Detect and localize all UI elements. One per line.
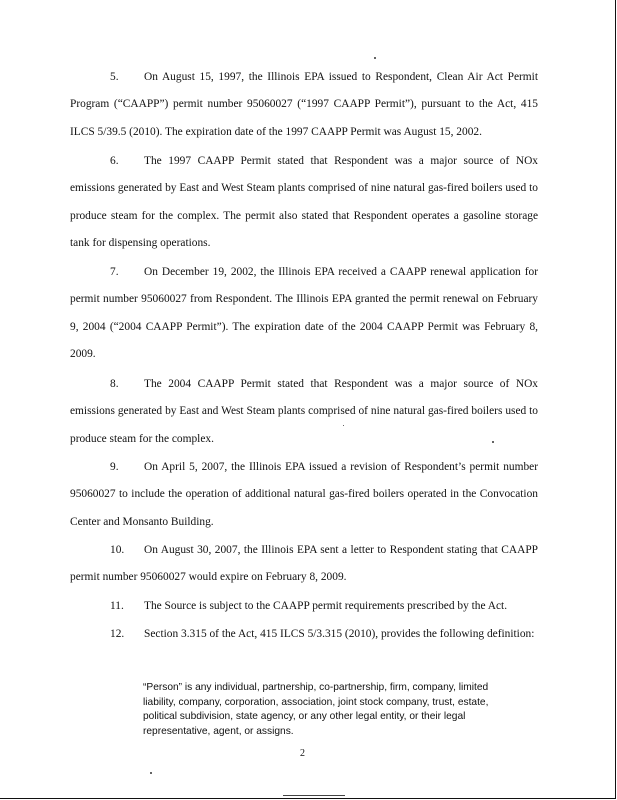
paragraph-6	[70, 148, 538, 258]
paragraph-number: 11.	[110, 600, 124, 612]
page-number: 2	[300, 748, 305, 759]
paragraph-number: 7.	[110, 266, 119, 278]
paragraph-12	[70, 621, 538, 648]
paragraph-text: On April 5, 2007, the Illinois EPA issued a revision of Respondent’s permit number 95060027 to include the operation of additional natural gas-fired boilers operated in the Convocation Center and Monsanto Building.	[70, 461, 538, 528]
scan-speck	[374, 57, 376, 59]
paragraph-number: 6.	[110, 155, 119, 167]
paragraph-number: 8.	[110, 378, 119, 390]
paragraph-7	[70, 259, 538, 369]
scan-speck	[150, 772, 152, 774]
paragraph-text: On August 15, 1997, the Illinois EPA issued to Respondent, Clean Air Act Permit Program (“CAAPP”) permit number 95060027 (“1997 CAAPP Permit”), pursuant to the Act, 415 ILCS 5/39.5 (2010). The expiration date of the 1997 CAAPP Permit was August 15, 2002.	[70, 71, 538, 138]
paragraph-number: 10.	[110, 544, 125, 556]
scan-edge-mark	[283, 795, 345, 796]
scan-speck	[343, 425, 344, 426]
paragraph-text: Section 3.315 of the Act, 415 ILCS 5/3.315 (2010), provides the following definition:	[144, 628, 535, 640]
paragraph-text: The 1997 CAAPP Permit stated that Respondent was a major source of NOx emissions generated by East and West Steam plants comprised of nine natural gas-fired boilers used to produce steam for the complex. The permit also stated that Respondent operates a gasoline storage tank for dispensing operations.	[70, 155, 538, 250]
definition-quote: “Person” is any individual, partnership, co-partnership, firm, company, limited liability, company, corporation, association, joint stock company, trust, estate, political subdivision, state agency, or any other legal entity, or their legal representative, agent, or assigns.	[143, 682, 489, 737]
paragraph-text: On August 30, 2007, the Illinois EPA sent a letter to Respondent stating that CAAPP permit number 95060027 would expire on February 8, 2009.	[70, 544, 538, 584]
paragraph-number: 5.	[110, 71, 119, 83]
scan-speck	[492, 441, 494, 443]
paragraph-text: On December 19, 2002, the Illinois EPA received a CAAPP renewal application for permit number 95060027 from Respondent. The Illinois EPA granted the permit renewal on February 9, 2004 (“2004 CAAPP Permit”). The expiration date of the 2004 CAAPP Permit was February 8, 2009.	[70, 266, 538, 361]
paragraph-10	[70, 537, 538, 592]
paragraph-text: The 2004 CAAPP Permit stated that Respondent was a major source of NOx emissions generated by East and West Steam plants comprised of nine natural gas-fired boilers used to produce steam for the complex.	[70, 378, 538, 445]
paragraph-11	[70, 593, 538, 620]
paragraph-8	[70, 371, 538, 453]
paragraph-number: 12.	[110, 628, 125, 640]
paragraph-text: The Source is subject to the CAAPP permit requirements prescribed by the Act.	[144, 600, 508, 612]
paragraph-9	[70, 454, 538, 536]
paragraph-number: 9.	[110, 461, 119, 473]
paragraph-5	[70, 64, 538, 146]
